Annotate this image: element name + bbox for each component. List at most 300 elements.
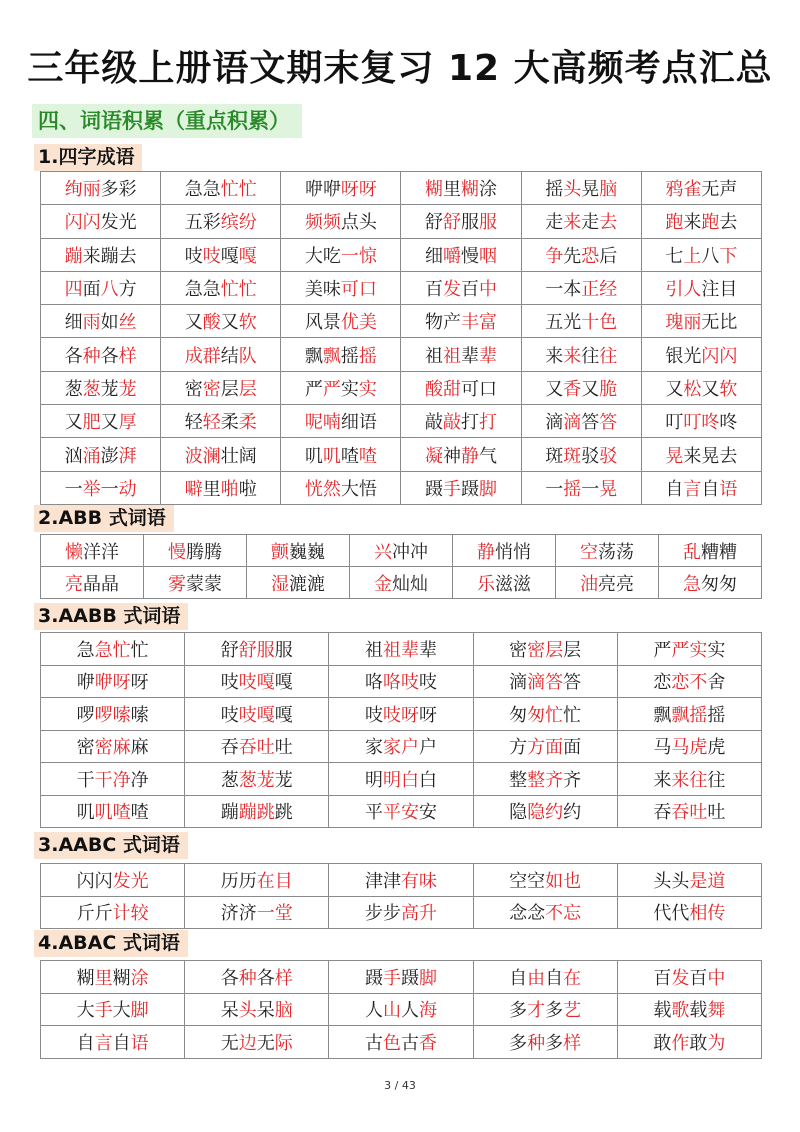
plain-text: 摇: [545, 179, 564, 201]
highlighted-text: 吱嘎: [238, 704, 275, 726]
plain-text: 糊: [76, 967, 95, 989]
plain-text: 细: [425, 245, 444, 267]
plain-text: 喳: [340, 445, 359, 467]
plain-text: 斤斤: [76, 903, 113, 925]
highlighted-text: 叽: [322, 445, 341, 467]
highlighted-text: 是道: [689, 870, 726, 892]
highlighted-text: 头: [563, 179, 582, 201]
word-cell: [247, 567, 350, 599]
plain-text: 柔: [220, 412, 239, 434]
aabb-words-table: [40, 632, 762, 828]
section-heading: 四、词语积累（重点积累）: [32, 104, 302, 138]
word-cell: [617, 698, 761, 731]
plain-text: 敢: [653, 1032, 672, 1054]
plain-text: 百: [689, 967, 708, 989]
highlighted-text: 葱茏: [238, 769, 275, 791]
highlighted-text: 言: [94, 1032, 113, 1054]
word-cell: [453, 535, 556, 567]
plain-text: 自: [701, 478, 720, 500]
table-row: [41, 438, 762, 471]
highlighted-text: 歌: [671, 1000, 690, 1022]
highlighted-text: 油: [580, 573, 598, 595]
plain-text: 蹑: [425, 478, 444, 500]
plain-text: 百: [461, 279, 480, 301]
plain-text: 又: [220, 312, 239, 334]
plain-text: 多: [545, 1032, 564, 1054]
word-cell: [641, 371, 761, 404]
word-cell: [185, 633, 329, 666]
highlighted-text: 涂: [130, 967, 149, 989]
highlighted-text: 计较: [112, 903, 149, 925]
highlighted-text: 争: [545, 245, 564, 267]
highlighted-text: 慢: [168, 541, 186, 563]
word-cell: [41, 172, 161, 205]
plain-text: 糊: [112, 967, 131, 989]
plain-text: 荡荡: [598, 541, 634, 563]
highlighted-text: 样: [274, 967, 293, 989]
word-cell: [617, 730, 761, 763]
plain-text: 又: [665, 378, 684, 400]
word-cell: [281, 305, 401, 338]
highlighted-text: 脆: [599, 378, 618, 400]
plain-text: 急急: [184, 279, 221, 301]
plain-text: 吞: [220, 737, 239, 759]
plain-text: 头头: [653, 870, 690, 892]
highlighted-text: 来往: [671, 769, 708, 791]
highlighted-text: 急: [683, 573, 701, 595]
plain-text: 嗦: [130, 704, 149, 726]
word-cell: [521, 305, 641, 338]
plain-text: 走: [545, 212, 564, 234]
highlighted-text: 正经: [581, 279, 618, 301]
word-cell: [41, 864, 185, 897]
highlighted-text: 打: [479, 412, 498, 434]
word-cell: [329, 763, 473, 796]
plain-text: 空空: [509, 870, 546, 892]
plain-text: 安: [418, 802, 437, 824]
highlighted-text: 斑: [563, 445, 582, 467]
plain-text: 澎: [100, 445, 119, 467]
plain-text: 代代: [653, 903, 690, 925]
plain-text: 干: [76, 769, 95, 791]
word-cell: [329, 730, 473, 763]
highlighted-text: 飘摇: [671, 704, 708, 726]
plain-text: 葱: [64, 378, 83, 400]
plain-text: 冲冲: [392, 541, 428, 563]
plain-text: 气: [479, 445, 498, 467]
word-cell: [185, 896, 329, 929]
highlighted-text: 闪闪: [64, 212, 101, 234]
highlighted-text: 呀呀: [340, 179, 377, 201]
plain-text: 一: [545, 478, 564, 500]
word-cell: [41, 405, 161, 438]
word-cell: [161, 205, 281, 238]
word-cell: [617, 993, 761, 1026]
plain-text: 葱: [220, 769, 239, 791]
highlighted-text: 高升: [400, 903, 437, 925]
highlighted-text: 举: [82, 478, 101, 500]
highlighted-text: 乱: [683, 541, 701, 563]
highlighted-text: 样: [118, 345, 137, 367]
highlighted-text: 不忘: [545, 903, 582, 925]
word-cell: [521, 471, 641, 504]
word-cell: [144, 535, 247, 567]
word-cell: [41, 371, 161, 404]
highlighted-text: 服: [479, 212, 498, 234]
word-cell: [329, 896, 473, 929]
highlighted-text: 里: [94, 967, 113, 989]
word-cell: [350, 535, 453, 567]
word-cell: [41, 535, 144, 567]
word-cell: [161, 371, 281, 404]
plain-text: 蹑: [364, 967, 383, 989]
plain-text: 祖: [425, 345, 444, 367]
subheading-aabb-words: 3.AABB 式词语: [34, 603, 188, 630]
plain-text: 去: [719, 212, 738, 234]
highlighted-text: 语: [130, 1032, 149, 1054]
word-cell: [521, 405, 641, 438]
plain-text: 茏: [100, 378, 119, 400]
highlighted-text: 吞吐: [238, 737, 275, 759]
highlighted-text: 湿: [271, 573, 289, 595]
plain-text: 密: [509, 639, 528, 661]
highlighted-text: 如也: [545, 870, 582, 892]
plain-text: 一本: [545, 279, 582, 301]
plain-text: 一: [100, 478, 119, 500]
plain-text: 辈: [418, 639, 437, 661]
plain-text: 整: [509, 769, 528, 791]
table-row: [41, 730, 762, 763]
highlighted-text: 吞吐: [671, 802, 708, 824]
plain-text: 滋滋: [495, 573, 531, 595]
plain-text: 马: [653, 737, 672, 759]
plain-text: 来晃去: [683, 445, 738, 467]
plain-text: 先: [563, 245, 582, 267]
plain-text: 历历: [220, 870, 257, 892]
highlighted-text: 由: [527, 967, 546, 989]
table-row: [41, 763, 762, 796]
highlighted-text: 雾: [168, 573, 186, 595]
highlighted-text: 恐: [581, 245, 600, 267]
plain-text: 户: [418, 737, 437, 759]
word-cell: [521, 238, 641, 271]
word-cell: [401, 405, 521, 438]
plain-text: 服: [461, 212, 480, 234]
word-cell: [617, 961, 761, 994]
plain-text: 点头: [340, 212, 377, 234]
word-cell: [473, 633, 617, 666]
highlighted-text: 瑰丽: [665, 312, 702, 334]
word-cell: [521, 338, 641, 371]
plain-text: 大: [112, 1000, 131, 1022]
word-cell: [161, 438, 281, 471]
plain-text: 八: [701, 245, 720, 267]
word-cell: [556, 535, 659, 567]
highlighted-text: 队: [238, 345, 257, 367]
word-cell: [641, 405, 761, 438]
highlighted-text: 嚼: [443, 245, 462, 267]
word-cell: [641, 238, 761, 271]
word-cell: [329, 864, 473, 897]
plain-text: 人: [364, 1000, 383, 1022]
plain-text: 齐: [563, 769, 582, 791]
highlighted-text: 干净: [94, 769, 131, 791]
subheading-abb-words: 2.ABB 式词语: [34, 505, 174, 532]
highlighted-text: 脚: [130, 1000, 149, 1022]
highlighted-text: 隐约: [527, 802, 564, 824]
highlighted-text: 艺: [563, 1000, 582, 1022]
highlighted-text: 喳: [358, 445, 377, 467]
word-cell: [281, 471, 401, 504]
word-cell: [473, 993, 617, 1026]
plain-text: 咚: [719, 412, 738, 434]
word-cell: [329, 993, 473, 1026]
plain-text: 无: [220, 1032, 239, 1054]
plain-text: 驳: [581, 445, 600, 467]
plain-text: 一: [581, 478, 600, 500]
highlighted-text: 马虎: [671, 737, 708, 759]
word-cell: [401, 271, 521, 304]
table-row: [41, 1026, 762, 1059]
plain-text: 亮亮: [598, 573, 634, 595]
word-cell: [161, 172, 281, 205]
plain-text: 往: [707, 769, 726, 791]
word-cell: [41, 438, 161, 471]
highlighted-text: 鸦雀: [665, 179, 702, 201]
highlighted-text: 有味: [400, 870, 437, 892]
plain-text: 吐: [707, 802, 726, 824]
word-cell: [185, 665, 329, 698]
highlighted-text: 敲: [443, 412, 462, 434]
plain-text: 腾腾: [186, 541, 222, 563]
word-cell: [617, 1026, 761, 1059]
table-row: [41, 471, 762, 504]
word-cell: [41, 763, 185, 796]
word-cell: [185, 961, 329, 994]
highlighted-text: 手: [94, 1000, 113, 1022]
highlighted-text: 波澜: [184, 445, 221, 467]
plain-text: 糟糟: [701, 541, 737, 563]
plain-text: 严: [653, 639, 672, 661]
highlighted-text: 密麻: [94, 737, 131, 759]
table-row: [41, 238, 762, 271]
plain-text: 飘: [653, 704, 672, 726]
word-cell: [281, 438, 401, 471]
highlighted-text: 忙忙: [220, 279, 257, 301]
highlighted-text: 葱: [82, 378, 101, 400]
word-cell: [473, 1026, 617, 1059]
highlighted-text: 祖辈: [382, 639, 419, 661]
highlighted-text: 软: [719, 378, 738, 400]
highlighted-text: 密: [202, 378, 221, 400]
plain-text: 洋洋: [83, 541, 119, 563]
highlighted-text: 叽喳: [94, 802, 131, 824]
highlighted-text: 辈: [479, 345, 498, 367]
highlighted-text: 舞: [707, 1000, 726, 1022]
highlighted-text: 动: [118, 478, 137, 500]
plain-text: 细: [64, 312, 83, 334]
plain-text: 自: [76, 1032, 95, 1054]
word-cell: [401, 471, 521, 504]
plain-text: 吱: [220, 672, 239, 694]
plain-text: 巍巍: [289, 541, 325, 563]
highlighted-text: 平安: [382, 802, 419, 824]
highlighted-text: 种: [82, 345, 101, 367]
plain-text: 五彩: [184, 212, 221, 234]
highlighted-text: 头: [238, 1000, 257, 1022]
plain-text: 各: [220, 967, 239, 989]
word-cell: [41, 567, 144, 599]
plain-text: 自: [665, 478, 684, 500]
plain-text: 风景: [304, 312, 341, 334]
word-cell: [401, 172, 521, 205]
plain-text: 蒙蒙: [186, 573, 222, 595]
word-cell: [401, 238, 521, 271]
word-cell: [281, 405, 401, 438]
highlighted-text: 一堂: [256, 903, 293, 925]
highlighted-text: 涌: [82, 445, 101, 467]
table-row: [41, 896, 762, 929]
plain-text: 答: [581, 412, 600, 434]
table-row: [41, 567, 762, 599]
plain-text: 嘎: [274, 704, 293, 726]
table-row: [41, 405, 762, 438]
highlighted-text: 手: [382, 967, 401, 989]
plain-text: 啦: [238, 478, 257, 500]
plain-text: 方: [509, 737, 528, 759]
word-cell: [161, 238, 281, 271]
plain-text: 五光: [545, 312, 582, 334]
plain-text: 自: [545, 967, 564, 989]
word-cell: [641, 172, 761, 205]
word-cell: [161, 305, 281, 338]
highlighted-text: 言: [683, 478, 702, 500]
plain-text: 无声: [701, 179, 738, 201]
highlighted-text: 吱呀: [382, 704, 419, 726]
plain-text: 密: [76, 737, 95, 759]
plain-text: 悄悄: [495, 541, 531, 563]
word-cell: [185, 698, 329, 731]
highlighted-text: 发光: [112, 870, 149, 892]
plain-text: 面: [563, 737, 582, 759]
plain-text: 载: [689, 1000, 708, 1022]
highlighted-text: 空: [580, 541, 598, 563]
plain-text: 平: [364, 802, 383, 824]
plain-text: 嘎: [220, 245, 239, 267]
highlighted-text: 四: [64, 279, 83, 301]
plain-text: 七: [665, 245, 684, 267]
plain-text: 闪闪: [76, 870, 113, 892]
highlighted-text: 糊: [425, 179, 444, 201]
highlighted-text: 吱: [202, 245, 221, 267]
highlighted-text: 叮咚: [683, 412, 720, 434]
highlighted-text: 山: [382, 1000, 401, 1022]
plain-text: 打: [461, 412, 480, 434]
word-cell: [401, 438, 521, 471]
plain-text: 来: [545, 345, 564, 367]
highlighted-text: 来: [563, 345, 582, 367]
plain-text: 明: [364, 769, 383, 791]
plain-text: 咿: [76, 672, 95, 694]
word-cell: [521, 271, 641, 304]
highlighted-text: 香: [418, 1032, 437, 1054]
plain-text: 呆: [220, 1000, 239, 1022]
highlighted-text: 香: [563, 378, 582, 400]
plain-text: 蹦: [220, 802, 239, 824]
table-row: [41, 993, 762, 1026]
plain-text: 呆: [256, 1000, 275, 1022]
word-cell: [473, 795, 617, 828]
word-cell: [41, 961, 185, 994]
plain-text: 人: [400, 1000, 419, 1022]
plain-text: 滴: [545, 412, 564, 434]
plain-text: 敢: [689, 1032, 708, 1054]
page-title: 三年级上册语文期末复习 12 大高频考点汇总: [27, 48, 773, 89]
highlighted-text: 祖: [443, 345, 462, 367]
plain-text: 济济: [220, 903, 257, 925]
plain-text: 来蹦去: [82, 245, 137, 267]
word-cell: [659, 535, 762, 567]
highlighted-text: 舒服: [238, 639, 275, 661]
plain-text: 又: [184, 312, 203, 334]
plain-text: 密: [184, 378, 203, 400]
plain-text: 又: [581, 378, 600, 400]
highlighted-text: 松: [683, 378, 702, 400]
plain-text: 急: [76, 639, 95, 661]
page-number: 3 / 43: [384, 1079, 416, 1092]
highlighted-text: 整齐: [527, 769, 564, 791]
highlighted-text: 滴: [563, 412, 582, 434]
plain-text: 吐: [274, 737, 293, 759]
highlighted-text: 吱嘎: [238, 672, 275, 694]
highlighted-text: 脑: [599, 179, 618, 201]
highlighted-text: 静: [461, 445, 480, 467]
plain-text: 灿灿: [392, 573, 428, 595]
abac-words-table: [40, 960, 762, 1059]
word-cell: [185, 993, 329, 1026]
word-cell: [281, 338, 401, 371]
highlighted-text: 手: [443, 478, 462, 500]
plain-text: 古: [400, 1032, 419, 1054]
word-cell: [473, 864, 617, 897]
plain-text: 舒: [220, 639, 239, 661]
word-cell: [281, 371, 401, 404]
word-cell: [641, 338, 761, 371]
plain-text: 摇: [340, 345, 359, 367]
word-cell: [161, 271, 281, 304]
plain-text: 涂: [479, 179, 498, 201]
highlighted-text: 往: [599, 345, 618, 367]
word-cell: [41, 993, 185, 1026]
word-cell: [521, 205, 641, 238]
plain-text: 走: [581, 212, 600, 234]
abb-words-table: [40, 534, 762, 599]
plain-text: 咯: [364, 672, 383, 694]
highlighted-text: 颤: [271, 541, 289, 563]
highlighted-text: 静: [477, 541, 495, 563]
table-row: [41, 665, 762, 698]
word-cell: [41, 698, 185, 731]
highlighted-text: 忙忙: [220, 179, 257, 201]
highlighted-text: 层: [238, 378, 257, 400]
highlighted-text: 乐: [477, 573, 495, 595]
highlighted-text: 舒: [443, 212, 462, 234]
word-cell: [617, 795, 761, 828]
plain-text: 轻: [184, 412, 203, 434]
plain-text: 虎: [707, 737, 726, 759]
highlighted-text: 语: [719, 478, 738, 500]
plain-text: 又: [64, 412, 83, 434]
